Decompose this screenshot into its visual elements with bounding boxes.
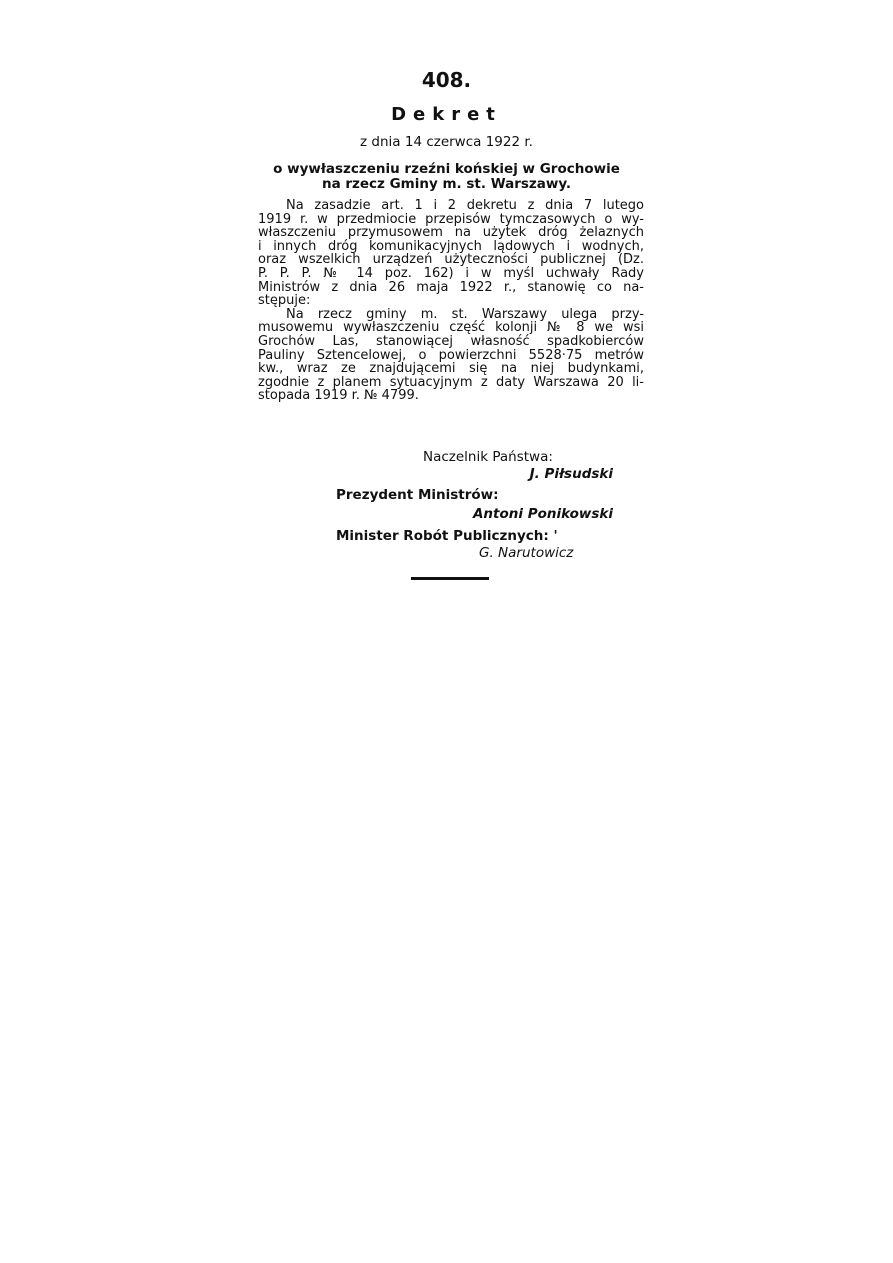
- title-line-2: na rzecz Gminy m. st. Warszawy.: [321, 176, 572, 192]
- text-line: Na zasadzie art. 1 i 2 dekretu z dnia 7 lutego: [286, 198, 644, 213]
- text-line: i innych dróg komunikacyjnych lądowych i wodnych,: [258, 238, 644, 254]
- text-line: Pauliny Sztencelowej, o powierzchni 5528·75 metrów: [258, 347, 644, 363]
- head-of-state-title: Naczelnik Państwa:: [423, 449, 553, 465]
- text-line: stępuje:: [258, 293, 311, 309]
- head-of-state-name: J. Piłsudski: [529, 466, 613, 482]
- text-line: musowemu wywłaszczeniu część kolonji № 8 we wsi: [258, 320, 644, 336]
- text-line: Grochów Las, stanowiącej własność spadkobierców: [258, 333, 644, 349]
- text-line: kw., wraz ze znajdującemi się na niej budynkami,: [258, 361, 644, 377]
- text-line: zgodnie z planem sytuacyjnym z daty Warszawa 20 li-: [258, 374, 644, 390]
- minister-name: G. Narutowicz: [479, 545, 574, 561]
- text-line: stopada 1919 r. № 4799.: [258, 388, 419, 404]
- text-line: Ministrów z dnia 26 maja 1922 r., stanowię co na-: [258, 279, 644, 295]
- closing-rule: [411, 577, 489, 580]
- body-text: [258, 199, 644, 403]
- text-line: 1919 r. w przedmiocie przepisów tymczasowych o wy-: [258, 211, 644, 227]
- title-line-1: o wywłaszczeniu rzeźni końskiej w Grochowie: [273, 161, 620, 177]
- text-line: oraz wszelkich urządzeń użyteczności publicznej (Dz.: [258, 252, 644, 268]
- date-line: z dnia 14 czerwca 1922 r.: [360, 134, 533, 150]
- act-number: 408.: [421, 68, 472, 92]
- heading: Dekret: [391, 104, 502, 125]
- text-line: Na rzecz gminy m. st. Warszawy ulega przy-: [286, 306, 644, 322]
- pm-title: Prezydent Ministrów:: [336, 487, 499, 503]
- minister-title: Minister Robót Publicznych: ': [336, 528, 558, 544]
- text-line: właszczeniu przymusowem na użytek dróg żelaznych: [258, 225, 644, 241]
- pm-name: Antoni Ponikowski: [472, 506, 613, 522]
- text-line: P. P. P. № 14 poz. 162) i w myśl uchwały Rady: [258, 265, 644, 281]
